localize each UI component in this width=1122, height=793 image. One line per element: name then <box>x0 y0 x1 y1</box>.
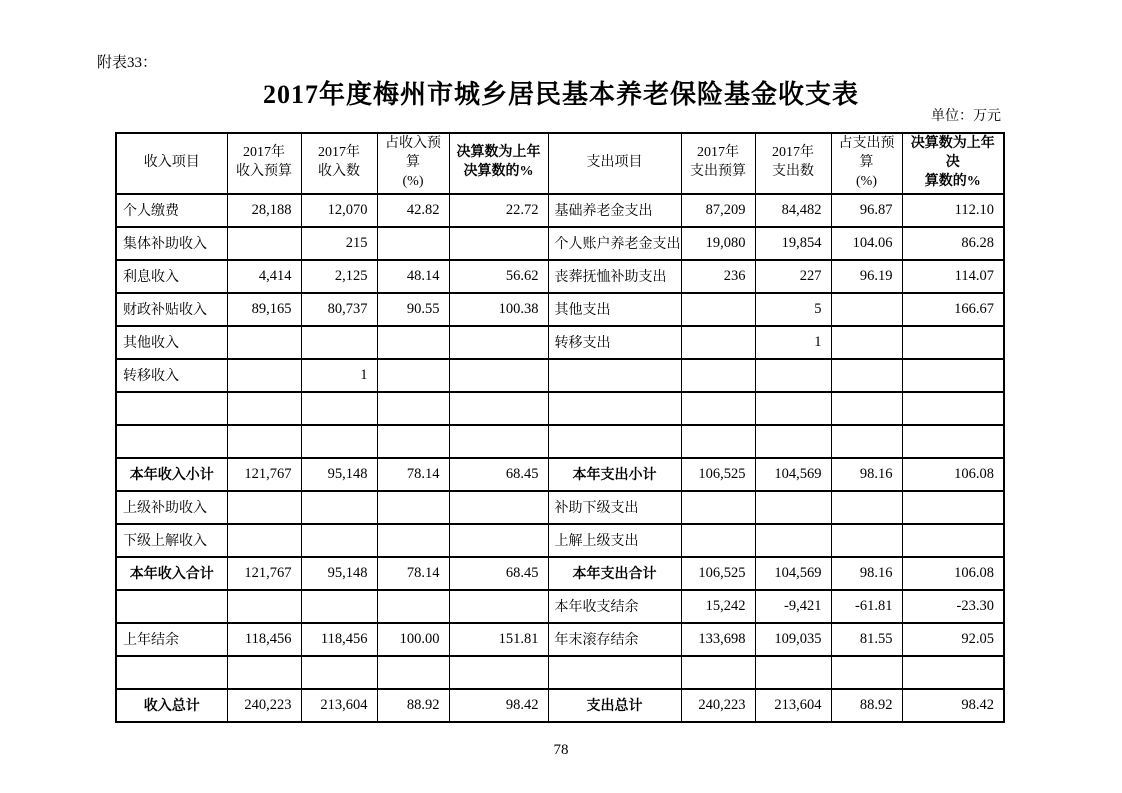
income-value-cell <box>377 656 449 689</box>
income-value-cell: 213,604 <box>301 689 377 722</box>
income-value-cell: 48.14 <box>377 260 449 293</box>
expense-value-cell: 86.28 <box>902 227 1004 260</box>
expense-value-cell: -9,421 <box>755 590 831 623</box>
expense-value-cell: 114.07 <box>902 260 1004 293</box>
expense-value-cell: 104,569 <box>755 458 831 491</box>
income-value-cell <box>227 425 301 458</box>
expense-item-cell: 基础养老金支出 <box>548 194 681 227</box>
table-row <box>116 656 1004 689</box>
table-row <box>116 524 1004 557</box>
column-header: 2017年 支出预算 <box>681 133 755 194</box>
expense-value-cell: 98.42 <box>902 689 1004 722</box>
income-value-cell: 118,456 <box>227 623 301 656</box>
income-value-cell: 42.82 <box>377 194 449 227</box>
expense-value-cell <box>831 491 902 524</box>
expense-item-cell: 上解上级支出 <box>548 524 681 557</box>
income-value-cell <box>227 326 301 359</box>
expense-value-cell <box>755 392 831 425</box>
expense-value-cell <box>902 524 1004 557</box>
column-header: 2017年 收入预算 <box>227 133 301 194</box>
expense-value-cell: 81.55 <box>831 623 902 656</box>
income-item-cell: 本年收入小计 <box>116 458 227 491</box>
income-item-cell <box>116 590 227 623</box>
expense-item-cell: 其他支出 <box>548 293 681 326</box>
expense-item-cell <box>548 425 681 458</box>
income-item-cell: 本年收入合计 <box>116 557 227 590</box>
expense-value-cell: 104.06 <box>831 227 902 260</box>
fund-income-expenditure-table <box>115 132 1005 723</box>
expense-value-cell: 106,525 <box>681 557 755 590</box>
expense-value-cell <box>902 656 1004 689</box>
income-value-cell <box>449 392 548 425</box>
expense-item-cell: 补助下级支出 <box>548 491 681 524</box>
expense-value-cell <box>831 656 902 689</box>
expense-value-cell: 106.08 <box>902 557 1004 590</box>
expense-item-cell: 本年支出合计 <box>548 557 681 590</box>
income-value-cell: 151.81 <box>449 623 548 656</box>
expense-value-cell <box>681 293 755 326</box>
expense-item-cell: 年末滚存结余 <box>548 623 681 656</box>
expense-value-cell <box>831 326 902 359</box>
income-value-cell: 100.38 <box>449 293 548 326</box>
table-row <box>116 392 1004 425</box>
income-value-cell: 22.72 <box>449 194 548 227</box>
expense-value-cell <box>902 425 1004 458</box>
income-value-cell <box>377 590 449 623</box>
expense-item-cell: 本年支出小计 <box>548 458 681 491</box>
expense-item-cell: 个人账户养老金支出 <box>548 227 681 260</box>
expense-value-cell <box>755 656 831 689</box>
income-value-cell: 95,148 <box>301 458 377 491</box>
income-value-cell <box>449 227 548 260</box>
income-item-cell <box>116 656 227 689</box>
income-value-cell <box>301 425 377 458</box>
expense-value-cell <box>902 359 1004 392</box>
table-row <box>116 293 1004 326</box>
income-value-cell <box>227 491 301 524</box>
income-value-cell: 100.00 <box>377 623 449 656</box>
expense-value-cell <box>681 392 755 425</box>
expense-value-cell: 104,569 <box>755 557 831 590</box>
expense-value-cell <box>755 491 831 524</box>
expense-item-cell <box>548 359 681 392</box>
income-value-cell <box>449 425 548 458</box>
income-value-cell <box>301 590 377 623</box>
expense-value-cell: 133,698 <box>681 623 755 656</box>
income-value-cell <box>449 326 548 359</box>
expense-value-cell: 96.87 <box>831 194 902 227</box>
expense-value-cell <box>681 359 755 392</box>
expense-value-cell <box>902 326 1004 359</box>
income-item-cell: 收入总计 <box>116 689 227 722</box>
column-header: 支出项目 <box>548 133 681 194</box>
expense-value-cell: 98.16 <box>831 557 902 590</box>
expense-value-cell: -23.30 <box>902 590 1004 623</box>
table-header-row <box>116 133 1004 194</box>
table-row <box>116 359 1004 392</box>
table-row <box>116 326 1004 359</box>
expense-value-cell: 1 <box>755 326 831 359</box>
expense-value-cell <box>902 491 1004 524</box>
income-value-cell <box>301 326 377 359</box>
expense-value-cell: 98.16 <box>831 458 902 491</box>
income-value-cell: 121,767 <box>227 557 301 590</box>
expense-value-cell: 166.67 <box>902 293 1004 326</box>
expense-value-cell <box>831 392 902 425</box>
expense-value-cell <box>755 359 831 392</box>
income-item-cell: 利息收入 <box>116 260 227 293</box>
income-value-cell: 215 <box>301 227 377 260</box>
income-value-cell: 68.45 <box>449 557 548 590</box>
income-item-cell <box>116 425 227 458</box>
expense-value-cell: 106.08 <box>902 458 1004 491</box>
expense-value-cell <box>755 524 831 557</box>
income-value-cell: 12,070 <box>301 194 377 227</box>
income-item-cell: 上年结余 <box>116 623 227 656</box>
income-value-cell: 98.42 <box>449 689 548 722</box>
income-value-cell <box>227 392 301 425</box>
income-value-cell <box>227 227 301 260</box>
expense-value-cell: 92.05 <box>902 623 1004 656</box>
expense-value-cell <box>831 524 902 557</box>
income-value-cell <box>227 656 301 689</box>
expense-value-cell: 84,482 <box>755 194 831 227</box>
page-number: 78 <box>553 742 569 758</box>
income-value-cell <box>227 359 301 392</box>
income-value-cell <box>449 590 548 623</box>
expense-value-cell: 87,209 <box>681 194 755 227</box>
income-value-cell: 90.55 <box>377 293 449 326</box>
table-row <box>116 689 1004 722</box>
income-value-cell <box>301 491 377 524</box>
expense-value-cell <box>681 425 755 458</box>
income-item-cell: 转移收入 <box>116 359 227 392</box>
income-item-cell: 上级补助收入 <box>116 491 227 524</box>
income-value-cell <box>377 524 449 557</box>
expense-value-cell <box>831 425 902 458</box>
income-value-cell: 80,737 <box>301 293 377 326</box>
column-header: 决算数为上年决 算数的% <box>902 133 1004 194</box>
expense-item-cell: 本年收支结余 <box>548 590 681 623</box>
expense-value-cell: 213,604 <box>755 689 831 722</box>
expense-value-cell: 240,223 <box>681 689 755 722</box>
income-value-cell <box>449 656 548 689</box>
income-value-cell: 4,414 <box>227 260 301 293</box>
income-value-cell: 121,767 <box>227 458 301 491</box>
income-value-cell: 68.45 <box>449 458 548 491</box>
income-value-cell <box>377 359 449 392</box>
income-value-cell <box>301 392 377 425</box>
table-row <box>116 425 1004 458</box>
expense-value-cell: 106,525 <box>681 458 755 491</box>
income-value-cell: 2,125 <box>301 260 377 293</box>
expense-value-cell: 227 <box>755 260 831 293</box>
table-body <box>116 194 1004 722</box>
column-header: 收入项目 <box>116 133 227 194</box>
column-header: 2017年 收入数 <box>301 133 377 194</box>
expense-value-cell: 5 <box>755 293 831 326</box>
income-value-cell <box>449 491 548 524</box>
table-row <box>116 590 1004 623</box>
income-value-cell: 28,188 <box>227 194 301 227</box>
income-value-cell <box>377 491 449 524</box>
column-header: 占支出预算 (%) <box>831 133 902 194</box>
expense-item-cell: 丧葬抚恤补助支出 <box>548 260 681 293</box>
expense-value-cell: -61.81 <box>831 590 902 623</box>
table-row <box>116 623 1004 656</box>
appendix-label: 附表33： <box>97 55 158 71</box>
table-header <box>116 133 1004 194</box>
income-value-cell <box>227 590 301 623</box>
income-value-cell: 118,456 <box>301 623 377 656</box>
income-value-cell <box>449 359 548 392</box>
table-row <box>116 194 1004 227</box>
expense-item-cell: 支出总计 <box>548 689 681 722</box>
income-item-cell: 下级上解收入 <box>116 524 227 557</box>
expense-value-cell <box>902 392 1004 425</box>
table-row <box>116 557 1004 590</box>
expense-value-cell: 15,242 <box>681 590 755 623</box>
income-item-cell: 个人缴费 <box>116 194 227 227</box>
income-value-cell: 78.14 <box>377 458 449 491</box>
expense-value-cell: 88.92 <box>831 689 902 722</box>
income-value-cell <box>377 392 449 425</box>
income-value-cell <box>227 524 301 557</box>
income-item-cell: 其他收入 <box>116 326 227 359</box>
table-row <box>116 227 1004 260</box>
expense-value-cell <box>681 491 755 524</box>
expense-value-cell: 236 <box>681 260 755 293</box>
expense-item-cell <box>548 392 681 425</box>
unit-label: 单位：万元 <box>931 109 1001 124</box>
table-row <box>116 260 1004 293</box>
expense-value-cell <box>681 326 755 359</box>
table-row <box>116 458 1004 491</box>
expense-value-cell <box>831 359 902 392</box>
income-value-cell: 89,165 <box>227 293 301 326</box>
income-value-cell: 240,223 <box>227 689 301 722</box>
expense-value-cell <box>681 656 755 689</box>
income-value-cell: 88.92 <box>377 689 449 722</box>
column-header: 占收入预算 (%) <box>377 133 449 194</box>
table-row <box>116 491 1004 524</box>
page-title: 2017年度梅州市城乡居民基本养老保险基金收支表 <box>262 80 859 109</box>
expense-value-cell <box>755 425 831 458</box>
income-value-cell: 95,148 <box>301 557 377 590</box>
income-value-cell: 56.62 <box>449 260 548 293</box>
income-value-cell <box>301 656 377 689</box>
expense-value-cell: 96.19 <box>831 260 902 293</box>
expense-value-cell: 19,854 <box>755 227 831 260</box>
income-value-cell <box>449 524 548 557</box>
expense-value-cell <box>681 524 755 557</box>
income-value-cell <box>377 326 449 359</box>
income-value-cell <box>301 524 377 557</box>
expense-value-cell: 109,035 <box>755 623 831 656</box>
expense-value-cell: 112.10 <box>902 194 1004 227</box>
income-value-cell <box>377 227 449 260</box>
income-item-cell <box>116 392 227 425</box>
income-value-cell: 1 <box>301 359 377 392</box>
income-item-cell: 集体补助收入 <box>116 227 227 260</box>
income-value-cell <box>377 425 449 458</box>
expense-item-cell <box>548 656 681 689</box>
expense-value-cell <box>831 293 902 326</box>
column-header: 决算数为上年 决算数的% <box>449 133 548 194</box>
income-item-cell: 财政补贴收入 <box>116 293 227 326</box>
expense-value-cell: 19,080 <box>681 227 755 260</box>
column-header: 2017年 支出数 <box>755 133 831 194</box>
expense-item-cell: 转移支出 <box>548 326 681 359</box>
income-value-cell: 78.14 <box>377 557 449 590</box>
